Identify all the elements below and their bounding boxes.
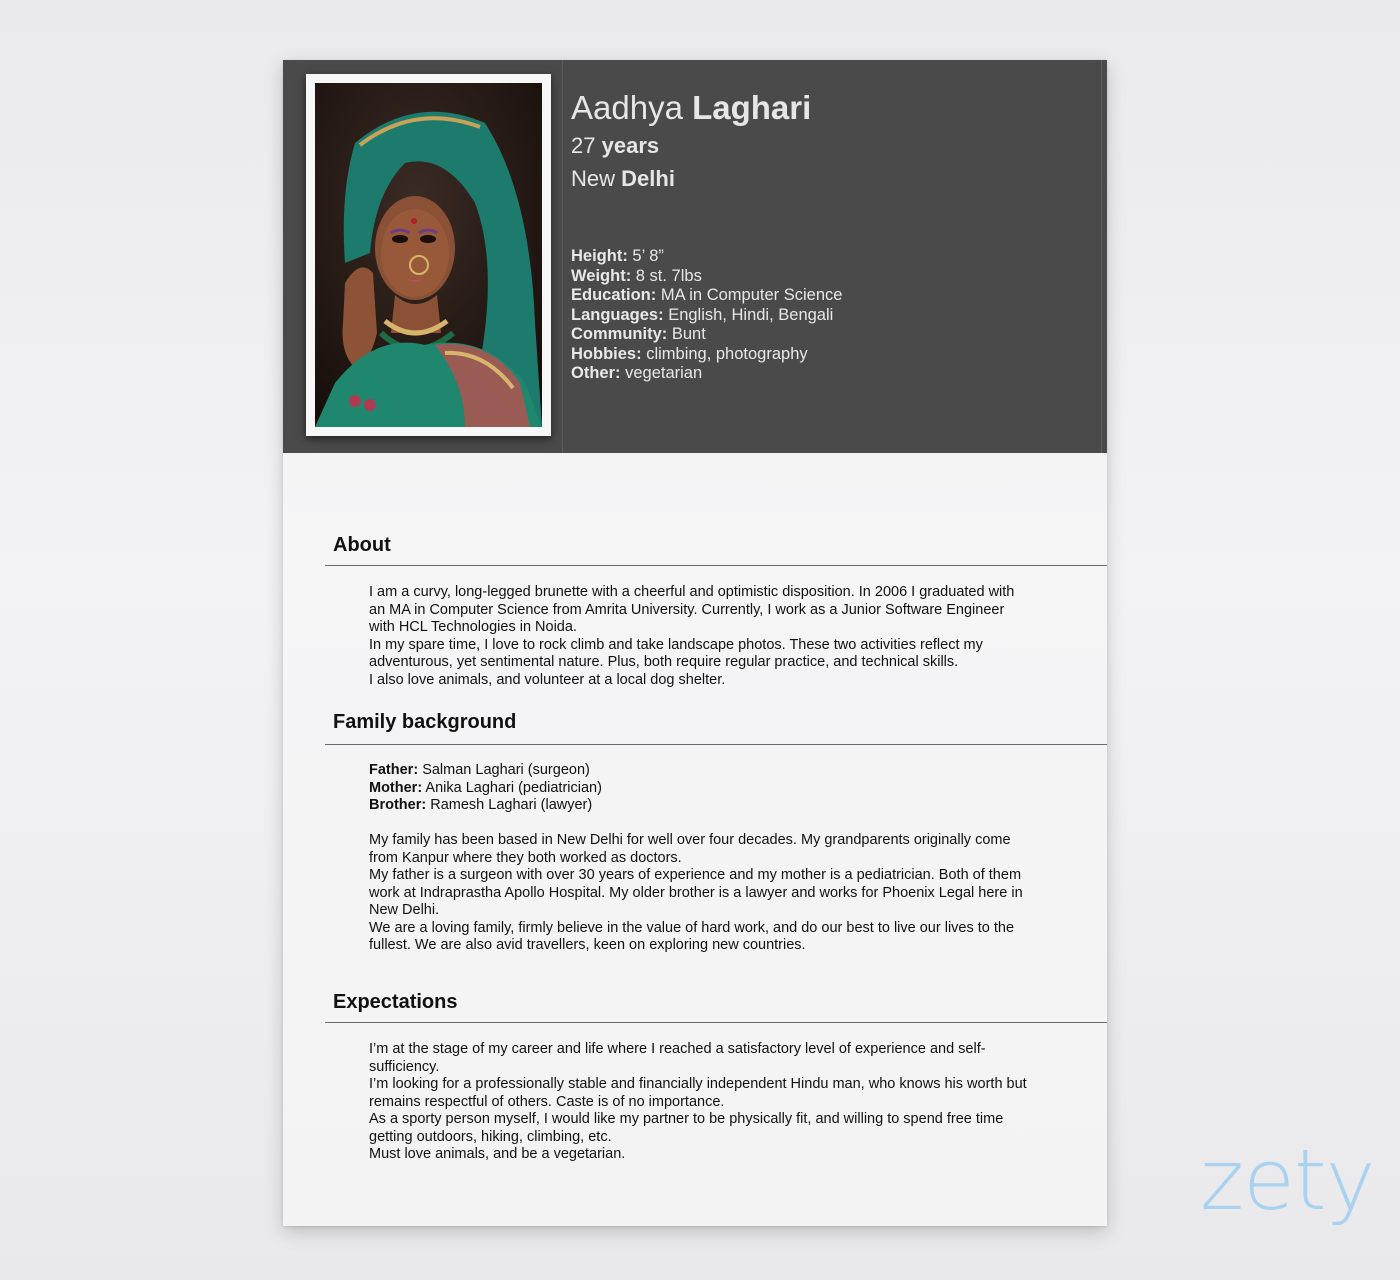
about-line: I am a curvy, long-legged brunette with a cheerful and optimistic disposition. In 2006 I graduated with (369, 584, 1015, 600)
profile-photo-frame (306, 74, 551, 436)
detail-value: 5’ 8” (632, 247, 664, 265)
detail-key: Hobbies: (571, 344, 642, 363)
family-line: fullest. We are also avid travellers, keen on exploring new countries. (369, 937, 806, 953)
member-key: Father: (369, 762, 419, 778)
expectations-line: getting outdoors, hiking, climbing, etc. (369, 1128, 612, 1145)
detail-value: Bunt (671, 325, 706, 343)
family-member (369, 762, 1069, 780)
age-number: 27 (571, 133, 596, 158)
expectations-line: As a sporty person myself, I would like my partner to be physically fit, and willing to spend free time (369, 1111, 1004, 1127)
detail-other (571, 364, 842, 384)
age-unit: years (601, 133, 660, 158)
detail-key: Height: (571, 247, 628, 265)
detail-languages (571, 306, 842, 326)
about-line: In my spare time, I love to rock climb and take landscape photos. These two activities reflect my (369, 636, 983, 653)
profile-name (571, 89, 811, 127)
detail-key: Languages: (571, 305, 664, 324)
profile-photo (315, 83, 542, 427)
member-key: Brother: (369, 797, 427, 813)
member-value: Anika Laghari (pediatrician) (425, 779, 602, 796)
about-text (369, 584, 1069, 689)
family-line: from Kanpur where they both worked as doctors. (369, 849, 682, 866)
family-text (369, 762, 1069, 955)
section-rule-about (325, 565, 1107, 566)
family-line: New Delhi. (369, 902, 440, 918)
detail-value: MA in Computer Science (660, 286, 843, 304)
about-line: with HCL Technologies in Noida. (369, 619, 577, 635)
expectations-text (369, 1041, 1069, 1164)
family-member (369, 797, 1069, 815)
city-first: New (571, 166, 616, 191)
portrait-illustration (315, 83, 542, 427)
detail-value: climbing, photography (646, 344, 808, 363)
expectations-line: sufficiency. (369, 1058, 440, 1075)
about-line: an MA in Computer Science from Amrita University. Currently, I work as a Junior Software Engineer (369, 601, 1005, 618)
about-line: I also love animals, and volunteer at a local dog shelter. (369, 671, 726, 688)
expectations-line: I’m looking for a professionally stable and financially independent Hindu man, who knows his worth but (369, 1076, 1027, 1092)
profile-details (571, 247, 842, 384)
detail-value: 8 st. 7lbs (635, 266, 702, 285)
detail-hobbies (571, 345, 842, 365)
expectations-line: Must love animals, and be a vegetarian. (369, 1146, 626, 1162)
biodata-sheet (283, 60, 1107, 1226)
family-line: We are a loving family, firmly believe in the value of hard work, and do our best to live our lives to the (369, 919, 1015, 936)
member-value: Ramesh Laghari (lawyer) (430, 797, 593, 813)
profile-city (571, 166, 675, 192)
profile-header (283, 60, 1107, 453)
detail-value: English, Hindi, Bengali (668, 305, 834, 324)
section-title-expectations: Expectations (333, 991, 458, 1013)
section-title-family: Family background (333, 711, 517, 733)
expectations-line: remains respectful of others. Caste is of no importance. (369, 1093, 725, 1110)
detail-key: Education: (571, 286, 657, 304)
detail-key: Other: (571, 364, 621, 382)
spacer (369, 815, 1069, 833)
member-value: Salman Laghari (surgeon) (422, 762, 590, 778)
section-rule-expectations (325, 1022, 1107, 1023)
header-divider (562, 60, 563, 453)
first-name: Aadhya (571, 89, 683, 126)
family-line: My family has been based in New Delhi for well over four decades. My grandparents originally come (369, 832, 1011, 848)
detail-community (571, 325, 842, 345)
detail-weight (571, 267, 842, 287)
section-title-about: About (333, 534, 391, 556)
detail-education (571, 286, 842, 306)
detail-key: Weight: (571, 266, 632, 285)
header-edge (1101, 60, 1102, 453)
profile-age (571, 133, 659, 159)
family-line: work at Indraprastha Apollo Hospital. My older brother is a lawyer and works for Phoenix Legal here in (369, 884, 1023, 901)
section-rule-family (325, 744, 1107, 745)
last-name: Laghari (692, 89, 812, 126)
zety-logo: zety (1200, 1131, 1375, 1229)
member-key: Mother: (369, 779, 423, 796)
detail-key: Community: (571, 325, 668, 343)
detail-height (571, 247, 842, 267)
about-line: adventurous, yet sentimental nature. Plus, both require regular practice, and technical skills. (369, 654, 959, 670)
city-second: Delhi (621, 166, 675, 191)
family-member (369, 780, 1069, 798)
detail-value: vegetarian (625, 364, 703, 382)
family-line: My father is a surgeon with over 30 years of experience and my mother is a pediatrician. Both of them (369, 867, 1022, 883)
expectations-line: I’m at the stage of my career and life where I reached a satisfactory level of experience and self- (369, 1041, 986, 1057)
